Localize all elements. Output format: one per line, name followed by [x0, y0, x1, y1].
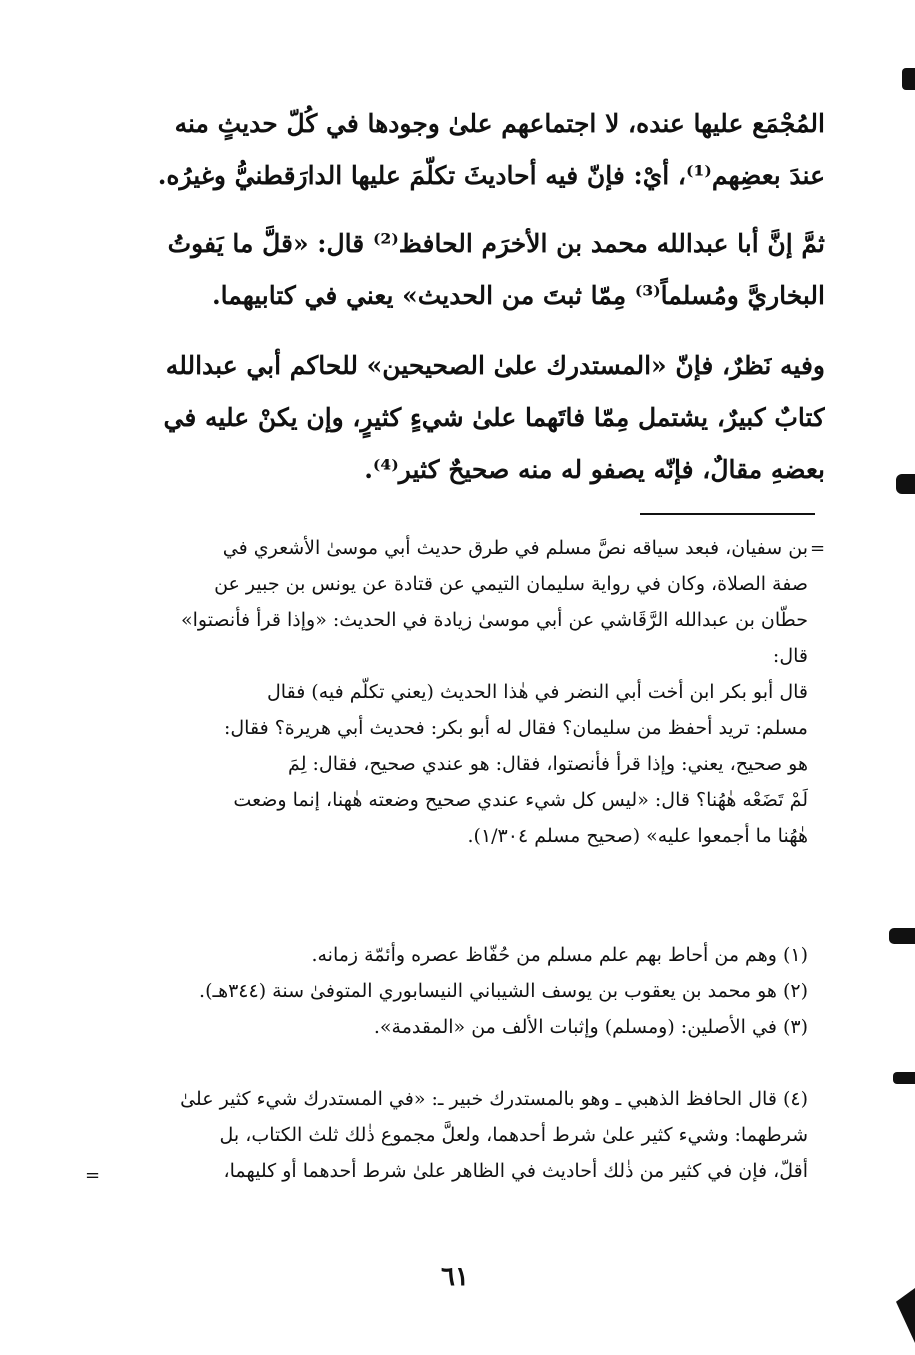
- text-line: البخاريَّ ومُسلماً⁽³⁾ مِمّا ثبتَ من الحديث» يعني في كتابيهما.: [211, 281, 825, 310]
- text-line: بعضهِ مقالٌ، فإنّه يصفو له منه صحيحٌ كثير⁽⁴⁾.: [364, 455, 825, 484]
- scan-edge-mark: [896, 474, 915, 494]
- footnote-line: مسلم: تريد أحفظ من سليمان؟ فقال له أبو بكر: فحديث أبي هريرة؟ فقال:: [223, 717, 808, 739]
- footnote-line: (٤) قال الحافظ الذهبي ـ وهو بالمستدرك خبير ـ: «في المستدرك شيء كثير علىٰ: [180, 1088, 808, 1110]
- continuation-marker: =: [810, 538, 826, 559]
- text-line: عندَ بعضِهم⁽¹⁾، أيْ: فإنّ فيه أحاديثَ تكلّمَ عليها الدارَقطنيُّ وغيرُه.: [157, 161, 825, 190]
- footnote-4: [108, 1081, 808, 1189]
- footnote-divider: [640, 513, 815, 515]
- scan-edge-mark: [889, 928, 915, 944]
- footnotes-list: [108, 937, 808, 1045]
- continuation-marker: =: [85, 1165, 101, 1186]
- text-line: وفيه نَظرٌ، فإنّ «المستدرك علىٰ الصحيحين» للحاكم أبي عبدالله: [165, 351, 825, 380]
- footnote-1: (١) وهم من أحاط بهم علم مسلم من حُفّاظ عصره وأئمّة زمانه.: [311, 944, 808, 966]
- footnote-line: هو صحيح، يعني: وإذا قرأ فأنصتوا، فقال: هو عندي صحيح، فقال: لِمَ: [288, 753, 808, 775]
- paragraph-3: [105, 340, 825, 496]
- footnote-line: هٰهُنا ما أجمعوا عليه» (صحيح مسلم ١/٣٠٤).: [467, 825, 808, 847]
- page-number: ٦١: [441, 1262, 469, 1292]
- footnote-line: صفة الصلاة، وكان في رواية سليمان التيمي عن قتادة عن يونس بن جبير عن: [214, 573, 808, 595]
- footnote-line: بن سفيان، فبعد سياقه نصَّ مسلم في طرق حديث أبي موسىٰ الأشعري في: [222, 537, 808, 559]
- scan-edge-mark: [902, 68, 915, 90]
- text-line: المُجْمَع عليها عنده، لا اجتماعهم علىٰ وجودها في كُلّ حديثٍ منه: [174, 109, 825, 138]
- footnote-line: حطّان بن عبدالله الرَّقَاشي عن أبي موسىٰ زيادة في الحديث: «وإذا قرأ فأنصتوا»: [180, 609, 808, 631]
- footnote-line: أقلّ، فإن في كثير من ذٰلك أحاديث في الظاهر علىٰ شرط أحدهما أو كليهما،: [223, 1160, 808, 1182]
- paragraph-2: [105, 218, 825, 322]
- scan-edge-mark: [896, 1288, 915, 1343]
- footnote-3: (٣) في الأصلين: (ومسلم) وإثبات الألف من «المقدمة».: [373, 1016, 808, 1038]
- scan-edge-mark: [893, 1072, 915, 1084]
- paragraph-1: [105, 98, 825, 202]
- footnote-line: قال:: [772, 645, 808, 667]
- text-line: كتابٌ كبيرٌ، يشتمل مِمّا فاتَهما علىٰ شيءٍ كثيرٍ، وإن يكنْ عليه في: [163, 403, 825, 432]
- footnote-2: (٢) هو محمد بن يعقوب بن يوسف الشيباني النيسابوري المتوفىٰ سنة (٣٤٤هـ).: [199, 980, 808, 1002]
- footnote-continued: [108, 530, 808, 854]
- text-line: ثمَّ إنَّ أبا عبدالله محمد بن الأخرَم الحافظ⁽²⁾ قال: «قلَّ ما يَفوتُ: [167, 229, 825, 258]
- footnote-line: قال أبو بكر ابن أخت أبي النضر في هٰذا الحديث (يعني تكلّم فيه) فقال: [266, 681, 808, 703]
- footnote-line: شرطهما: وشيء كثير علىٰ شرط أحدهما، ولعلَّ مجموع ذٰلك ثلث الكتاب، بل: [219, 1124, 808, 1146]
- footnote-line: لَمْ تَضَعْه هٰهُنا؟ قال: «ليس كل شيء عندي صحيح وضعته هٰهنا، إنما وضعت: [233, 789, 808, 811]
